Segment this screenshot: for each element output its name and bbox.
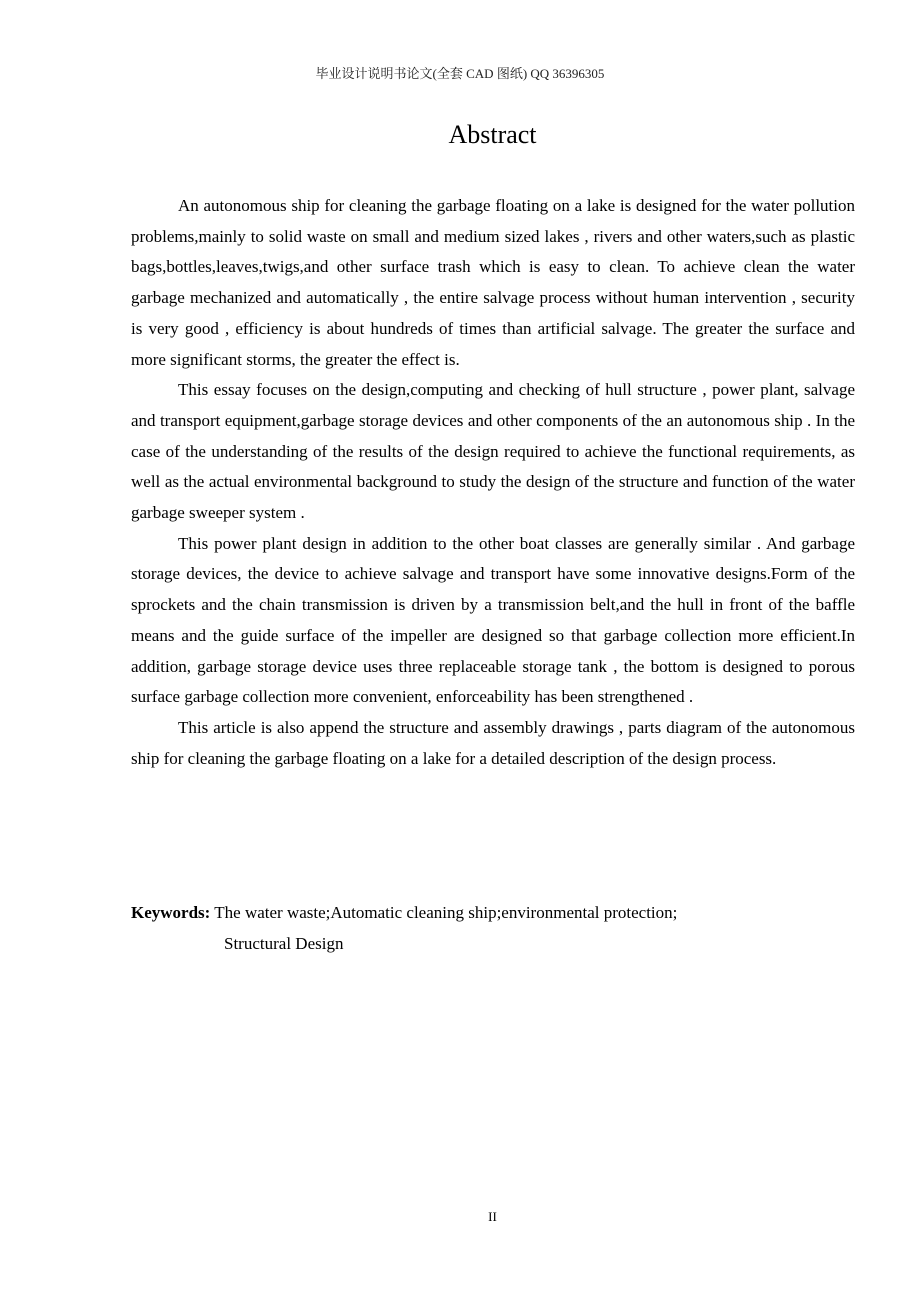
keywords-line-1 — [131, 898, 855, 929]
keywords-block — [131, 898, 855, 959]
keywords-label: Keywords: — [131, 903, 211, 922]
abstract-paragraph-2: This essay focuses on the design,computing and checking of hull structure , power plant, salvage and transport equipment,garbage storage devices and other components of the an autonomous ship . In the case of the understanding of the results of the design required to achieve the functional requirements, as well as the actual environmental background to study the design of the structure and function of the water garbage sweeper system . — [131, 380, 855, 523]
keywords-list: The water waste;Automatic cleaning ship;environmental protection; — [210, 903, 678, 922]
keywords-line-2: Structural Design — [224, 933, 344, 953]
abstract-title: Abstract — [448, 120, 537, 149]
abstract-body — [131, 191, 855, 774]
abstract-paragraph-4: This article is also append the structure and assembly drawings , parts diagram of the autonomous ship for cleaning the garbage floating on a lake for a detailed description of the design process. — [131, 717, 855, 768]
abstract-paragraph-3: This power plant design in addition to the other boat classes are generally similar . And garbage storage devices, the device to achieve salvage and transport have some innovative designs.Form of the sprockets and the chain transmission is driven by a transmission belt,and the hull in front of the baffle means and the guide surface of the impeller are designed so that garbage collection more efficient.In addition, garbage storage device uses three replaceable storage tank , the bottom is designed to porous surface garbage collection more convenient, enforceability has been strengthened . — [131, 533, 855, 707]
running-header: 毕业设计说明书论文(全套 CAD 图纸) QQ 36396305 — [315, 66, 605, 81]
abstract-paragraph-1: An autonomous ship for cleaning the garbage floating on a lake is designed for the water pollution problems,mainly to solid waste on small and medium sized lakes , rivers and other waters,such as plastic bags,bottles,leaves,twigs,and other surface trash which is easy to clean. To achieve clean the water garbage mechanized and automatically , the entire salvage process without human intervention , security is very good , efficiency is about hundreds of times than artificial salvage. The greater the surface and more significant storms, the greater the effect is. — [131, 196, 855, 369]
page-number: II — [488, 1209, 497, 1224]
